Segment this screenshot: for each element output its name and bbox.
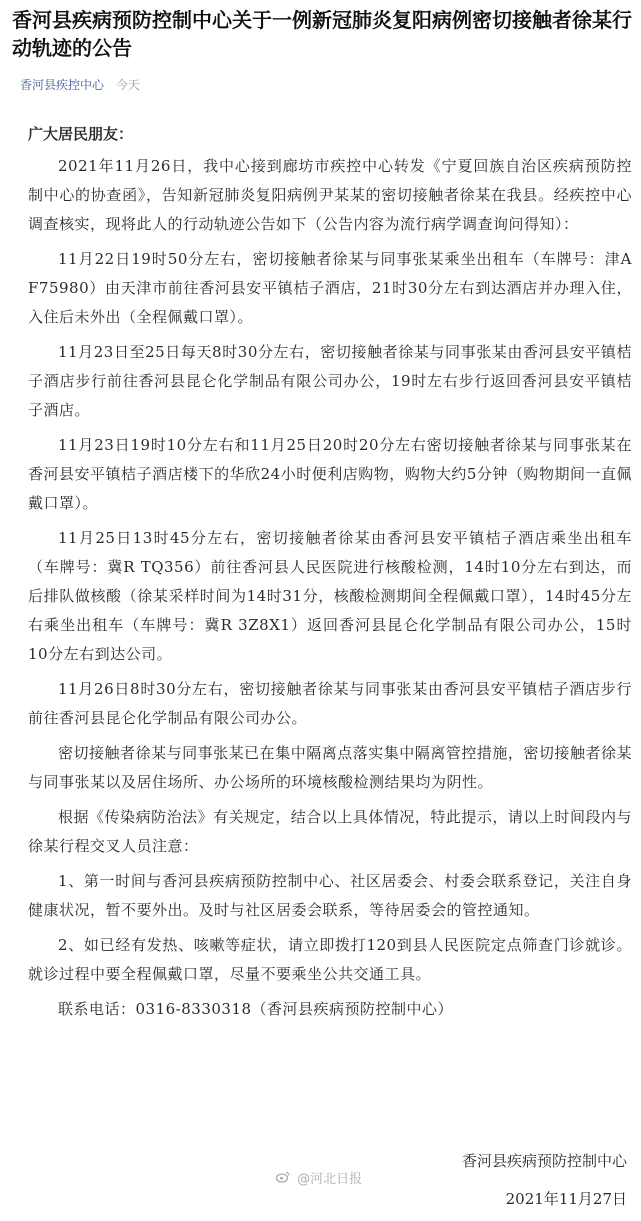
paragraph-notice: 根据《传染病防治法》有关规定，结合以上具体情况，特此提示，请以上时间段内与徐某行程交叉人员注意： [28, 808, 632, 855]
signature-date: 2021年11月27日 [505, 1190, 627, 1208]
paragraph-nov22: 11月22日19时50分左右，密切接触者徐某与同事张某乘坐出租车（车牌号：津A F75980）由天津市前往香河县安平镇桔子酒店，21时30分左右到达酒店并办理入住，入住后未外出（全程佩戴口罩）。 [28, 250, 632, 326]
paragraph-item-2: 2、如已经有发热、咳嗽等症状，请立即拨打120到县人民医院定点筛查门诊就诊。就诊过程中要全程佩戴口罩，尽量不要乘坐公共交通工具。 [28, 936, 632, 983]
signature-org: 香河县疾病预防控制中心 [461, 1152, 627, 1170]
paragraph-nov25: 11月25日13时45分左右，密切接触者徐某由香河县安平镇桔子酒店乘坐出租车（车牌号：冀R TQ356）前往香河县人民医院进行核酸检测，14时10分左右到达，而后排队做核酸（徐某采样时间为14时31分，核酸检测期间全程佩戴口罩），14时45分左右乘坐出租车（车牌号：冀R 3Z8X1）返回香河县昆仑化学制品有限公司办公，15时10分左右到达公司。 [28, 529, 632, 663]
publish-time: 今天 [115, 78, 140, 92]
paragraph-shopping: 11月23日19时10分左右和11月25日20时20分左右密切接触者徐某与同事张某在香河县安平镇桔子酒店楼下的华欣24小时便利店购物，购物大约5分钟（购物期间一直佩戴口罩）。 [28, 436, 632, 512]
page-title: 香河县疾病预防控制中心关于一例新冠肺炎复阳病例密切接触者徐某行动轨迹的公告 [12, 8, 632, 60]
paragraph-nov26: 11月26日8时30分左右，密切接触者徐某与同事张某由香河县安平镇桔子酒店步行前往香河县昆仑化学制品有限公司办公。 [28, 680, 632, 727]
article-meta [20, 76, 140, 94]
paragraph-intro: 2021年11月26日，我中心接到廊坊市疾控中心转发《宁夏回族自治区疾病预防控制中心的协查函》，告知新冠肺炎复阳病例尹某某的密切接触者徐某在我县。经疾控中心调查核实，现将此人的行动轨迹公告如下（公告内容为流行病学调查询问得知）： [28, 157, 632, 233]
paragraph-contact: 联系电话：0316-8330318（香河县疾病预防控制中心） [58, 1000, 454, 1018]
watermark-text: @河北日报 [297, 1172, 363, 1187]
signature-block [327, 1148, 627, 1212]
greeting: 广大居民朋友： [28, 125, 134, 143]
source-account-link[interactable]: 香河县疾控中心 [20, 78, 105, 92]
article-body [28, 122, 632, 1030]
weibo-icon [276, 1171, 290, 1187]
paragraph-item-1: 1、第一时间与香河县疾病预防控制中心、社区居委会、村委会联系登记，关注自身健康状况，暂不要外出。及时与社区居委会联系，等待居委会的管控通知。 [28, 872, 632, 919]
paragraph-nov23-25: 11月23日至25日每天8时30分左右，密切接触者徐某与同事张某由香河县安平镇桔子酒店步行前往香河县昆仑化学制品有限公司办公，19时左右步行返回香河县安平镇桔子酒店。 [28, 343, 632, 419]
paragraph-isolation: 密切接触者徐某与同事张某已在集中隔离点落实集中隔离管控措施，密切接触者徐某与同事张某以及居住场所、办公场所的环境核酸检测结果均为阴性。 [28, 744, 632, 791]
